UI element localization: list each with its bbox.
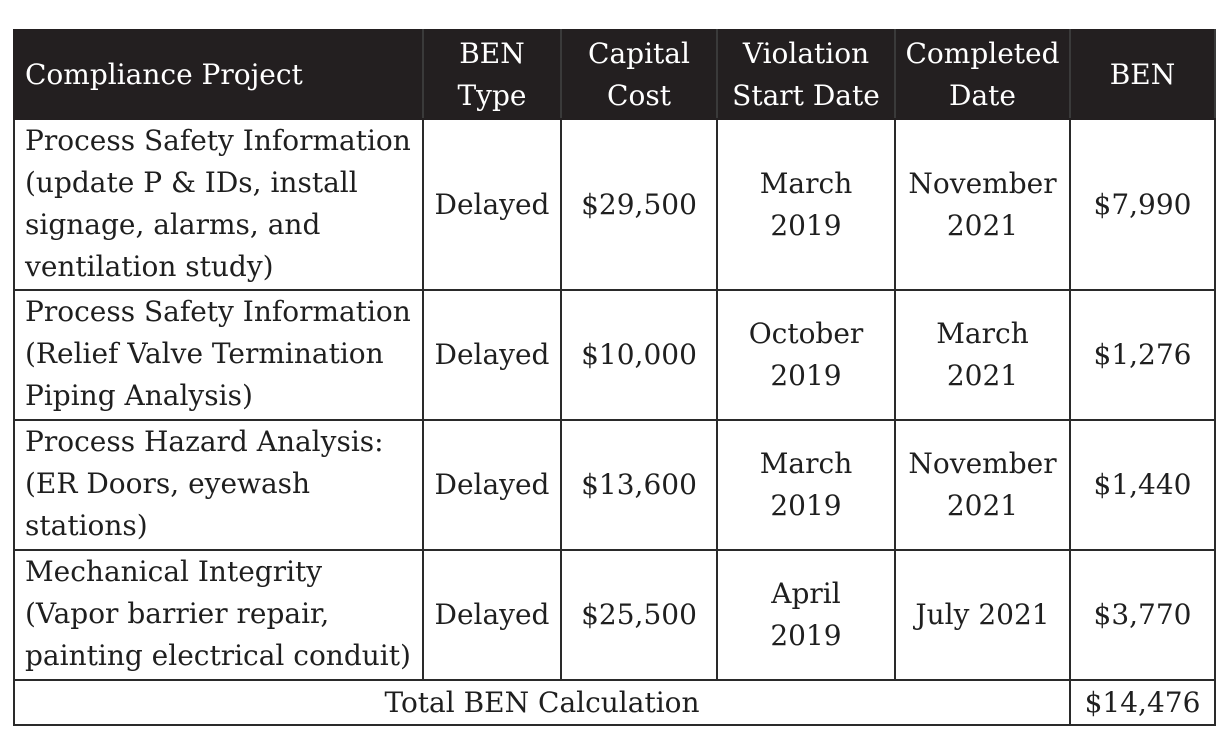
header-completed-date: Completed Date — [895, 30, 1070, 119]
cell-capital-cost: $13,600 — [561, 420, 717, 550]
cell-ben-type: Delayed — [423, 119, 561, 290]
total-ben-value: $14,476 — [1070, 680, 1215, 725]
table-row — [14, 550, 1215, 680]
table-row — [14, 290, 1215, 420]
cell-compliance-project: Mechanical Integrity (Vapor barrier repair, painting electrical conduit) — [14, 550, 423, 680]
cell-completed-date: July 2021 — [895, 550, 1070, 680]
cell-compliance-project: Process Hazard Analysis: (ER Doors, eyewash stations) — [14, 420, 423, 550]
total-row — [14, 680, 1215, 725]
cell-violation-start-date: March 2019 — [717, 420, 895, 550]
cell-capital-cost: $29,500 — [561, 119, 717, 290]
cell-compliance-project: Process Safety Information (Relief Valve Termination Piping Analysis) — [14, 290, 423, 420]
cell-ben-type: Delayed — [423, 290, 561, 420]
cell-completed-date: November 2021 — [895, 420, 1070, 550]
cell-ben: $1,276 — [1070, 290, 1215, 420]
cell-violation-start-date: April 2019 — [717, 550, 895, 680]
header-violation-start-date: Violation Start Date — [717, 30, 895, 119]
total-ben-label: Total BEN Calculation — [14, 680, 1070, 725]
header-capital-cost: Capital Cost — [561, 30, 717, 119]
header-row — [14, 30, 1215, 119]
table-row — [14, 119, 1215, 290]
cell-ben: $1,440 — [1070, 420, 1215, 550]
ben-calculation-table — [13, 29, 1216, 726]
cell-ben-type: Delayed — [423, 420, 561, 550]
cell-completed-date: March 2021 — [895, 290, 1070, 420]
header-compliance-project: Compliance Project — [14, 30, 423, 119]
cell-capital-cost: $10,000 — [561, 290, 717, 420]
cell-ben: $7,990 — [1070, 119, 1215, 290]
cell-capital-cost: $25,500 — [561, 550, 717, 680]
header-ben-type: BEN Type — [423, 30, 561, 119]
cell-compliance-project: Process Safety Information (update P & IDs, install signage, alarms, and ventilation study) — [14, 119, 423, 290]
cell-violation-start-date: March 2019 — [717, 119, 895, 290]
cell-violation-start-date: October 2019 — [717, 290, 895, 420]
cell-ben-type: Delayed — [423, 550, 561, 680]
table-row — [14, 420, 1215, 550]
header-ben: BEN — [1070, 30, 1215, 119]
cell-ben: $3,770 — [1070, 550, 1215, 680]
cell-completed-date: November 2021 — [895, 119, 1070, 290]
